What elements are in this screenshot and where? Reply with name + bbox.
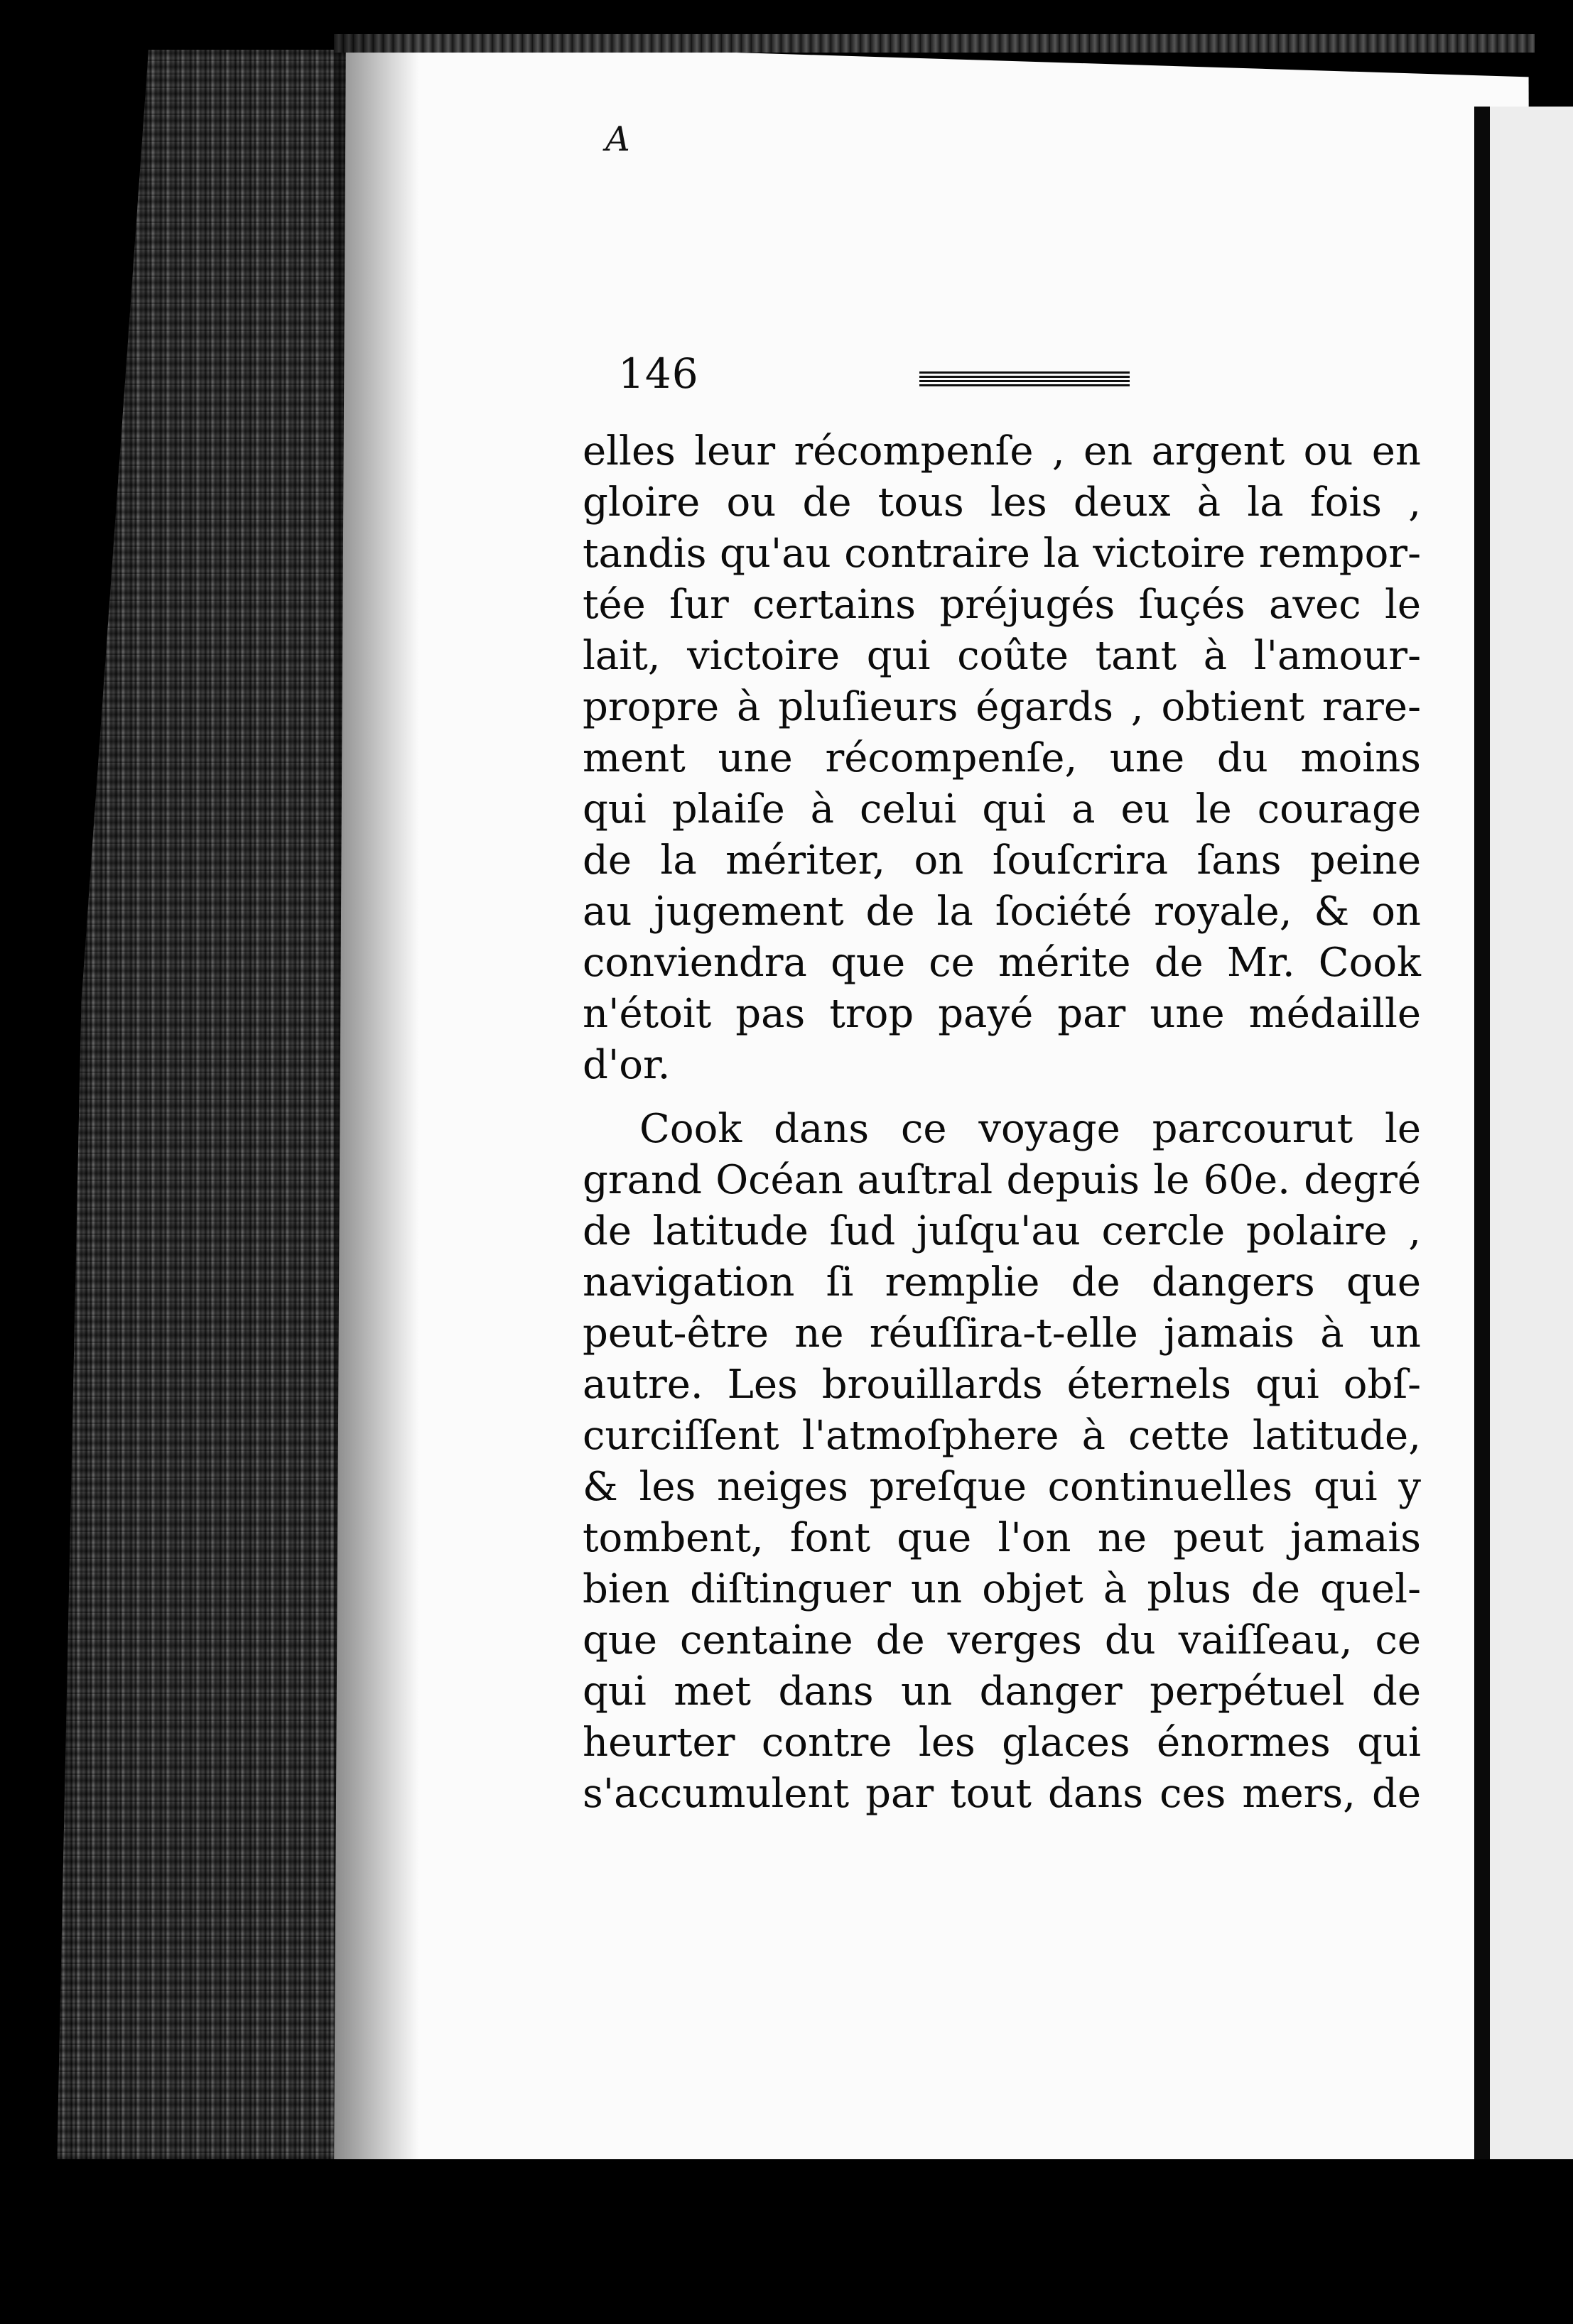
page-top-edge	[334, 34, 1535, 53]
text-line: ment une récompenſe, une du moins	[583, 735, 1421, 781]
text-line: curciſſent l'atmoſphere à cette latitude,	[583, 1413, 1421, 1459]
scan-bottom-border	[0, 2159, 1573, 2324]
text-line: elles leur récompenſe , en argent ou en	[583, 428, 1421, 474]
text-line: grand Océan auſtral depuis le 60e. degré	[583, 1157, 1421, 1203]
text-line: d'or.	[583, 1042, 671, 1088]
text-line: gloire ou de tous les deux à la fois ,	[583, 479, 1421, 526]
leaf-edge-texture	[57, 50, 362, 2166]
text-line: autre. Les brouillards éternels qui obſ-	[583, 1362, 1421, 1408]
text-line: bien diſtinguer un objet à plus de quel-	[583, 1566, 1421, 1612]
text-line: qui met dans un danger perpétuel de	[583, 1668, 1421, 1715]
text-line: s'accumulent par tout dans ces mers, de	[583, 1771, 1421, 1817]
text-line: au jugement de la ſociété royale, & on	[583, 889, 1421, 935]
text-line: lait, victoire qui coûte tant à l'amour-	[583, 633, 1421, 679]
text-line: peut-être ne réuſſira-t-elle jamais à un	[583, 1310, 1421, 1357]
header-ornament-rule	[919, 371, 1130, 386]
text-line: & les neiges preſque continuelles qui y	[583, 1464, 1421, 1510]
text-line: heurter contre les glaces énormes qui	[583, 1720, 1421, 1766]
corner-mark: A	[605, 119, 630, 159]
text-line: navigation ſi remplie de dangers que	[583, 1259, 1421, 1305]
text-line: conviendra que ce mérite de Mr. Cook	[583, 940, 1421, 986]
page-gutter-shadow	[334, 34, 419, 2179]
page-right-edge	[1474, 107, 1490, 2202]
page-number: 146	[618, 349, 699, 398]
text-line: de la mériter, on ſouſcrira ſans peine	[583, 837, 1421, 884]
text-line: que centaine de verges du vaiſſeau, ce	[583, 1617, 1421, 1663]
facing-page-edge	[1490, 107, 1573, 2237]
text-line: Cook dans ce voyage parcourut le	[639, 1106, 1421, 1152]
text-line: tée ſur certains préjugés ſuçés avec le	[583, 582, 1421, 628]
text-line: n'étoit pas trop payé par une médaille	[583, 991, 1421, 1037]
text-line: tombent, font que l'on ne peut jamais	[583, 1515, 1421, 1561]
text-line: qui plaiſe à celui qui a eu le courage	[583, 786, 1421, 832]
text-line: tandis qu'au contraire la victoire rempor-	[583, 531, 1421, 577]
text-line: de latitude ſud juſqu'au cercle polaire ,	[583, 1208, 1421, 1254]
text-line: propre à pluſieurs égards , obtient rare-	[583, 684, 1421, 730]
